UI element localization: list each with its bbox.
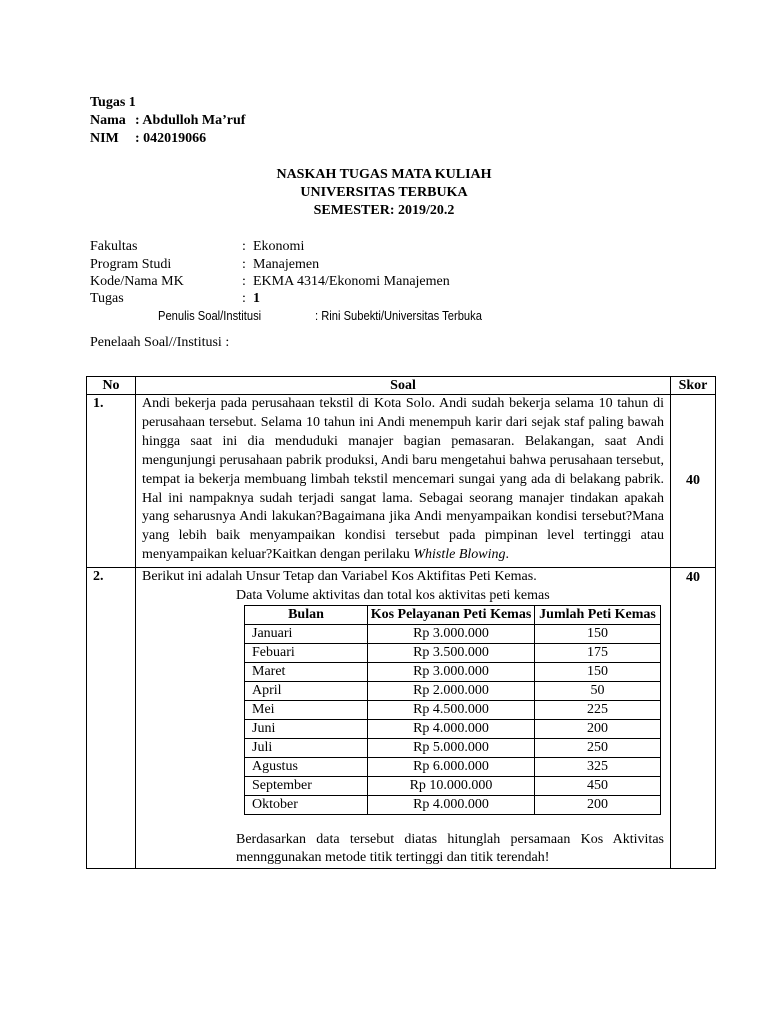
month-cell: Maret: [245, 662, 368, 681]
volume-cell: 150: [535, 624, 661, 643]
month-cell: April: [245, 681, 368, 700]
question-row-1: [87, 395, 716, 568]
month-cell: Agustus: [245, 757, 368, 776]
cost-cell: Rp 3.000.000: [368, 624, 535, 643]
student-name: : Abdulloh Ma’ruf: [135, 113, 246, 128]
header-soal: Soal: [136, 377, 671, 395]
month-cell: Juli: [245, 738, 368, 757]
question-2-instruction: Berdasarkan data tersebut diatas hitunglah persamaan Kos Aktivitas mennggunakan metode titik tertinggi dan titik terendah!: [236, 831, 664, 865]
table-row: [245, 719, 661, 738]
question-2-score: 40: [671, 568, 716, 868]
cost-cell: Rp 4.000.000: [368, 795, 535, 814]
table-row: [245, 662, 661, 681]
student-nim: : 042019066: [135, 131, 207, 146]
table-row: [245, 795, 661, 814]
volume-cell: 225: [535, 700, 661, 719]
student-nim-label: NIM: [90, 131, 119, 146]
course-colon: :: [242, 274, 246, 289]
question-table: [86, 376, 716, 869]
question-row-2: [87, 568, 716, 868]
month-cell: Januari: [245, 624, 368, 643]
prodi-value: Manajemen: [253, 257, 320, 272]
question-2-number: 2.: [87, 568, 136, 868]
col-kos: Kos Pelayanan Peti Kemas: [368, 606, 535, 625]
course-label: Kode/Nama MK: [90, 274, 184, 289]
fakultas-value: Ekonomi: [253, 239, 305, 254]
cost-cell: Rp 5.000.000: [368, 738, 535, 757]
month-cell: Oktober: [245, 795, 368, 814]
university-name: UNIVERSITAS TERBUKA: [300, 185, 468, 200]
question-1-cell: [136, 395, 671, 568]
table-row: [245, 757, 661, 776]
penulis-value: : Rini Subekti/Universitas Terbuka: [315, 308, 482, 323]
table-row: [245, 624, 661, 643]
student-name-label: Nama: [90, 113, 126, 128]
month-cell: Febuari: [245, 643, 368, 662]
volume-cell: 200: [535, 795, 661, 814]
cost-cell: Rp 3.000.000: [368, 662, 535, 681]
cost-cell: Rp 3.500.000: [368, 643, 535, 662]
question-1-score: 40: [671, 395, 716, 568]
penulis-label: Penulis Soal/Institusi: [158, 308, 262, 323]
prodi-label: Program Studi: [90, 257, 172, 272]
cost-cell: Rp 4.500.000: [368, 700, 535, 719]
table-row: [245, 700, 661, 719]
semester: SEMESTER: 2019/20.2: [313, 203, 455, 218]
question-2-cell: [136, 568, 671, 868]
question-1-number: 1.: [87, 395, 136, 568]
question-2-caption: Data Volume aktivitas dan total kos aktivitas peti kemas: [236, 588, 550, 604]
volume-cell: 50: [535, 681, 661, 700]
cost-cell: Rp 2.000.000: [368, 681, 535, 700]
header-no: No: [87, 377, 136, 395]
question-1-italic-term: Whistle Blowing: [413, 547, 506, 563]
volume-cell: 325: [535, 757, 661, 776]
tugas-value: 1: [253, 291, 260, 306]
col-bulan: Bulan: [245, 606, 368, 625]
course-value: EKMA 4314/Ekonomi Manajemen: [253, 274, 450, 289]
question-2-intro: Berikut ini adalah Unsur Tetap dan Variabel Kos Aktifitas Peti Kemas.: [142, 569, 537, 585]
volume-cell: 450: [535, 776, 661, 795]
cost-cell: Rp 10.000.000: [368, 776, 535, 795]
cost-cell: Rp 6.000.000: [368, 757, 535, 776]
fakultas-colon: :: [242, 239, 246, 254]
volume-cell: 175: [535, 643, 661, 662]
month-cell: Juni: [245, 719, 368, 738]
header-skor: Skor: [671, 377, 716, 395]
fakultas-label: Fakultas: [90, 239, 138, 254]
volume-cell: 250: [535, 738, 661, 757]
table-row: [245, 776, 661, 795]
document-title: NASKAH TUGAS MATA KULIAH: [276, 167, 492, 182]
month-cell: Mei: [245, 700, 368, 719]
table-row: [245, 738, 661, 757]
col-jumlah: Jumlah Peti Kemas: [535, 606, 661, 625]
penelaah-label: Penelaah Soal//Institusi :: [90, 335, 230, 350]
month-cell: September: [245, 776, 368, 795]
table-row: [245, 643, 661, 662]
cost-cell: Rp 4.000.000: [368, 719, 535, 738]
table-row: [245, 681, 661, 700]
prodi-colon: :: [242, 257, 246, 272]
tugas-colon: :: [242, 291, 246, 306]
table-header-row: [87, 377, 716, 395]
question-1-body: Andi bekerja pada perusahaan tekstil di Kota Solo. Andi sudah bekerja selama 10 tahun di perusahaan tersebut. Selama 10 tahun ini Andi menempuh karir dari sejak staf paling bawah hingga saat ini dia menduduki manajer bagian pemasaran. Belakangan, saat Andi mengunjungi perusahaan pabrik produksi, Andi baru mengetahui bahwa perusahaan tersebut, tempat ia bekerja membuang limbah tekstil mencemari sungai yang ada di belakang pabrik. Hal ini nampaknya sudah terjadi sangat lama. Sebagai seorang manajer tindakan apakah yang seharusnya Andi lakukan?Bagaimana jika Andi menyampaikan kondisi tersebut?Mana yang lebih baik menyampaikan kondisi tersebut pada pimpinan level tertinggi atau menyampaikan keluar?Kaitkan dengan perilaku: [142, 396, 664, 563]
cost-volume-table: [244, 605, 661, 815]
cost-table-header: [245, 606, 661, 625]
question-1-text: [136, 395, 670, 565]
tugas-label: Tugas: [90, 291, 124, 306]
volume-cell: 150: [535, 662, 661, 681]
question-1-end: .: [505, 547, 510, 563]
volume-cell: 200: [535, 719, 661, 738]
assignment-number: Tugas 1: [90, 95, 136, 110]
